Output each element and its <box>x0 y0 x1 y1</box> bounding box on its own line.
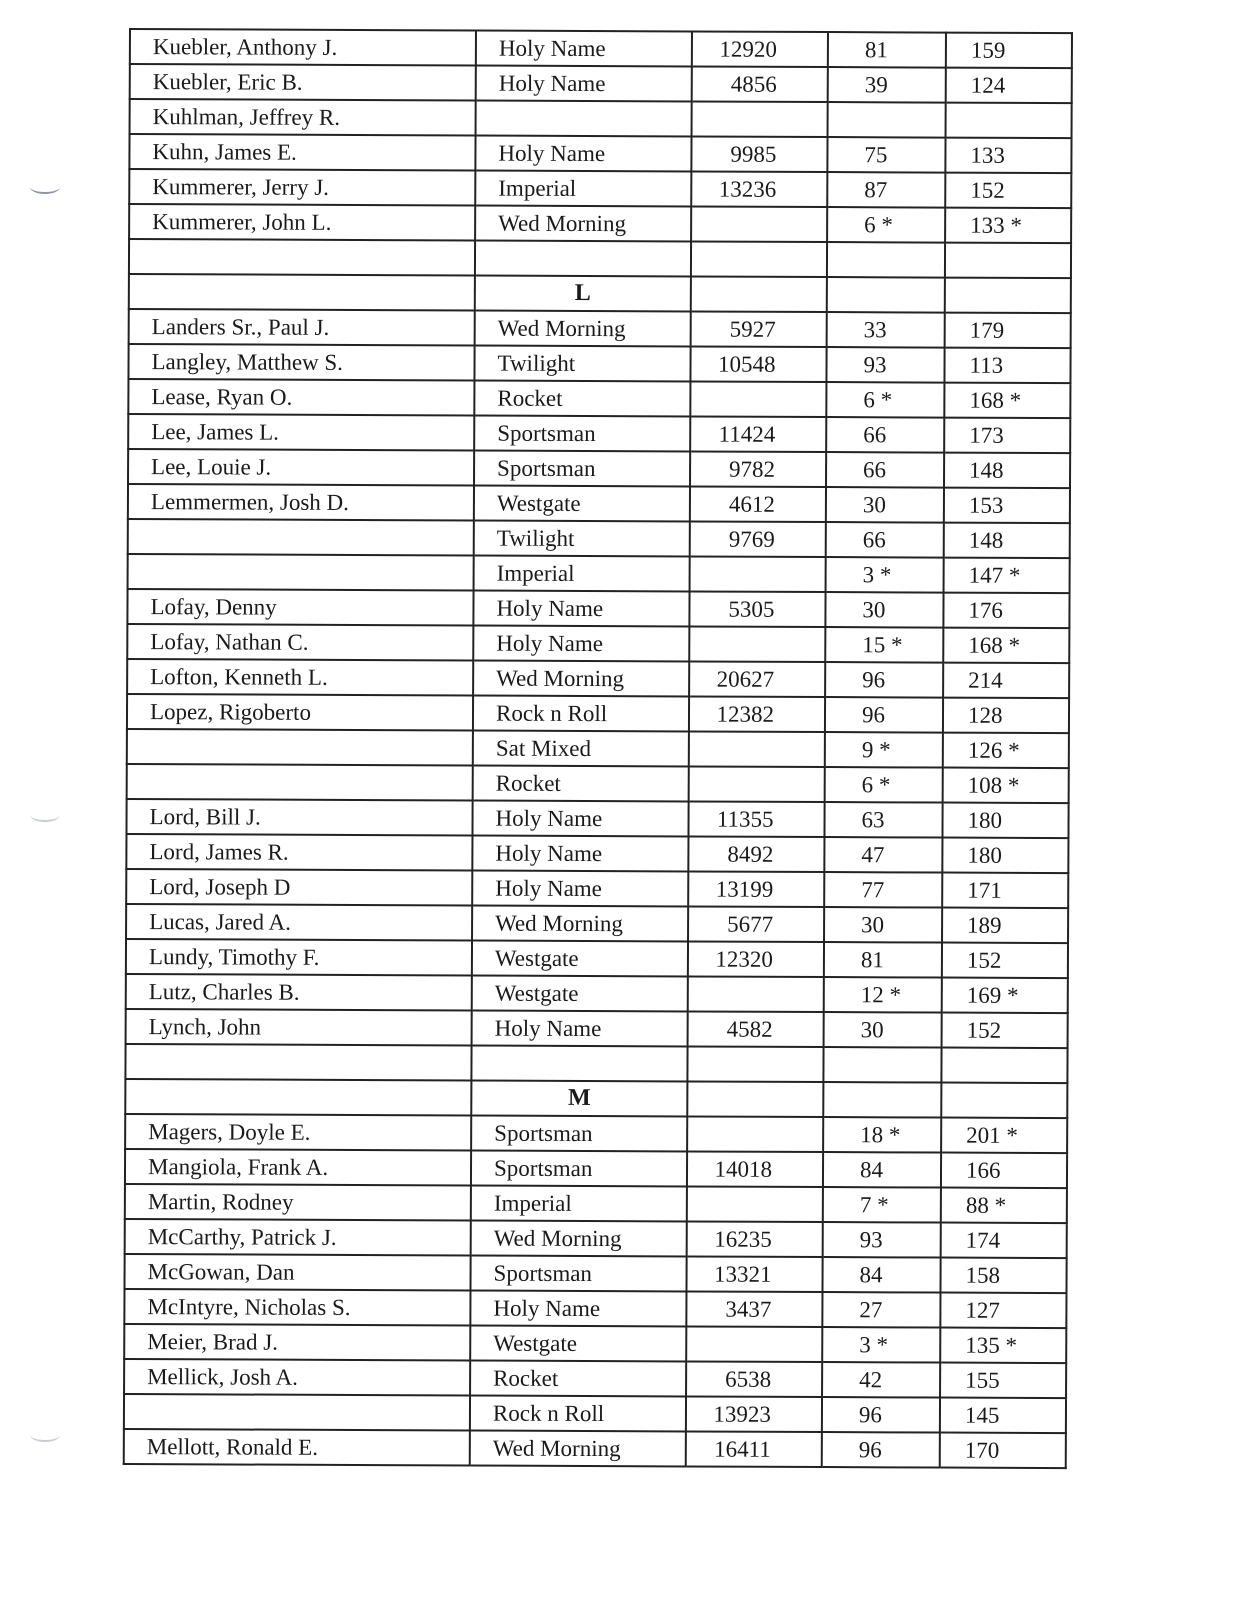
average-score-cell: 171 <box>942 873 1068 909</box>
games-bowled-cell: 30 <box>826 487 944 523</box>
table-row <box>127 624 1069 663</box>
league-name-cell: Sportsman <box>471 1151 687 1187</box>
table-row <box>128 519 1070 558</box>
average-score-cell: 153 <box>944 488 1070 524</box>
league-name-cell: Wed Morning <box>473 661 689 697</box>
roster-body <box>124 29 1072 1468</box>
average-score-cell <box>946 103 1072 139</box>
games-bowled-cell: 84 <box>823 1152 941 1188</box>
bowler-name-cell: Magers, Doyle E. <box>125 1114 471 1151</box>
bowler-name-cell: McCarthy, Patrick J. <box>125 1219 471 1256</box>
bowler-name-cell: Meier, Brad J. <box>124 1324 470 1361</box>
league-name-cell: Sat Mixed <box>473 731 689 767</box>
total-pins-cell: 12320 <box>688 941 824 977</box>
games-bowled-cell: 81 <box>828 32 946 68</box>
table-row <box>129 169 1071 208</box>
average-score-cell: 127 <box>940 1293 1066 1329</box>
average-score-cell: 148 <box>944 523 1070 559</box>
total-pins-cell: 9769 <box>690 521 826 557</box>
games-bowled-cell: 7 * <box>823 1187 941 1223</box>
total-pins-cell: 11355 <box>688 801 824 837</box>
league-name-cell: Twilight <box>474 521 690 557</box>
games-bowled-cell: 6 * <box>827 207 945 243</box>
league-name-cell: Sportsman <box>470 1256 686 1292</box>
table-row <box>127 659 1069 698</box>
average-score-cell: 158 <box>940 1258 1066 1294</box>
average-score-cell: 168 * <box>944 383 1070 419</box>
games-bowled-cell: 66 <box>826 452 944 488</box>
bowler-name-cell: Lord, Joseph D <box>126 869 472 906</box>
league-name-cell <box>476 101 692 137</box>
games-bowled-cell: 30 <box>824 907 942 943</box>
bowler-name-cell: Lynch, John <box>126 1009 472 1046</box>
table-row <box>126 869 1068 908</box>
empty-cell <box>475 241 691 277</box>
table-row <box>129 134 1071 173</box>
total-pins-cell: 8492 <box>688 836 824 872</box>
table-row <box>126 1009 1068 1048</box>
games-bowled-cell: 3 * <box>826 557 944 593</box>
bowler-name-cell: McGowan, Dan <box>124 1254 470 1291</box>
total-pins-cell: 16411 <box>686 1431 822 1467</box>
league-name-cell: Westgate <box>472 976 688 1012</box>
games-bowled-cell: 15 * <box>825 627 943 663</box>
games-bowled-cell: 27 <box>822 1292 940 1328</box>
games-bowled-cell: 6 * <box>826 382 944 418</box>
games-bowled-cell: 77 <box>824 872 942 908</box>
total-pins-cell: 10548 <box>690 346 826 382</box>
games-bowled-cell: 18 * <box>823 1117 941 1153</box>
total-pins-cell: 5677 <box>688 906 824 942</box>
empty-cell <box>129 274 475 311</box>
league-name-cell: Holy Name <box>475 136 691 172</box>
bowler-name-cell: Kuhlman, Jeffrey R. <box>130 99 476 136</box>
blank-spacer-row <box>125 1044 1067 1083</box>
games-bowled-cell: 96 <box>822 1397 940 1433</box>
bowler-name-cell <box>127 764 473 801</box>
bowler-name-cell: Kummerer, John L. <box>129 204 475 241</box>
bowler-name-cell: Lee, James L. <box>128 414 474 451</box>
bowler-roster-table <box>123 28 1073 1469</box>
games-bowled-cell: 6 * <box>825 767 943 803</box>
average-score-cell: 180 <box>942 803 1068 839</box>
total-pins-cell: 4856 <box>692 66 828 102</box>
total-pins-cell: 5927 <box>691 311 827 347</box>
league-name-cell: Wed Morning <box>470 1431 686 1467</box>
games-bowled-cell: 3 * <box>822 1327 940 1363</box>
league-name-cell: Imperial <box>474 556 690 592</box>
empty-cell <box>823 1082 941 1118</box>
league-name-cell: Sportsman <box>474 416 690 452</box>
total-pins-cell: 20627 <box>689 661 825 697</box>
punch-hole-mark <box>30 808 60 822</box>
games-bowled-cell: 96 <box>825 697 943 733</box>
table-row <box>126 974 1068 1013</box>
empty-cell <box>945 278 1071 314</box>
league-name-cell: Holy Name <box>473 591 689 627</box>
table-row <box>128 554 1070 593</box>
bowler-name-cell: Lundy, Timothy F. <box>126 939 472 976</box>
games-bowled-cell: 30 <box>825 592 943 628</box>
average-score-cell: 180 <box>942 838 1068 874</box>
empty-cell <box>941 1048 1067 1084</box>
table-row <box>125 1114 1067 1153</box>
average-score-cell: 133 * <box>945 208 1071 244</box>
table-row <box>130 99 1072 138</box>
average-score-cell: 152 <box>942 943 1068 979</box>
table-row <box>128 379 1070 418</box>
bowler-name-cell: Langley, Matthew S. <box>128 344 474 381</box>
table-row <box>124 1359 1066 1398</box>
empty-cell <box>827 277 945 313</box>
bowler-name-cell: Lucas, Jared A. <box>126 904 472 941</box>
table-row <box>125 1149 1067 1188</box>
total-pins-cell <box>691 206 827 242</box>
total-pins-cell <box>690 556 826 592</box>
games-bowled-cell: 47 <box>824 837 942 873</box>
average-score-cell: 152 <box>942 1013 1068 1049</box>
bowler-name-cell: Mellick, Josh A. <box>124 1359 470 1396</box>
games-bowled-cell: 42 <box>822 1362 940 1398</box>
average-score-cell: 124 <box>946 68 1072 104</box>
total-pins-cell: 6538 <box>686 1361 822 1397</box>
average-score-cell: 174 <box>941 1223 1067 1259</box>
empty-cell <box>687 1046 823 1082</box>
average-score-cell: 113 <box>944 348 1070 384</box>
table-row <box>126 834 1068 873</box>
total-pins-cell: 13236 <box>691 171 827 207</box>
bowler-name-cell: Landers Sr., Paul J. <box>129 309 475 346</box>
bowler-name-cell: McIntyre, Nicholas S. <box>124 1289 470 1326</box>
league-name-cell: Wed Morning <box>475 206 691 242</box>
total-pins-cell: 12920 <box>692 31 828 67</box>
games-bowled-cell: 96 <box>825 662 943 698</box>
league-name-cell: Rocket <box>473 766 689 802</box>
total-pins-cell: 4612 <box>690 486 826 522</box>
games-bowled-cell: 30 <box>824 1012 942 1048</box>
bowler-name-cell: Kuhn, James E. <box>129 134 475 171</box>
total-pins-cell <box>689 766 825 802</box>
games-bowled-cell: 87 <box>827 172 945 208</box>
league-name-cell: Holy Name <box>470 1291 686 1327</box>
average-score-cell: 145 <box>940 1398 1066 1434</box>
bowler-name-cell: Lee, Louie J. <box>128 449 474 486</box>
empty-cell <box>125 1044 471 1081</box>
section-letter-heading: L <box>475 276 691 312</box>
total-pins-cell: 13321 <box>686 1256 822 1292</box>
games-bowled-cell: 39 <box>828 67 946 103</box>
average-score-cell: 166 <box>941 1153 1067 1189</box>
league-name-cell: Wed Morning <box>472 906 688 942</box>
league-name-cell: Rock n Roll <box>473 696 689 732</box>
league-name-cell: Rock n Roll <box>470 1396 686 1432</box>
table-row <box>127 729 1069 768</box>
games-bowled-cell: 66 <box>826 522 944 558</box>
average-score-cell: 170 <box>940 1433 1066 1469</box>
league-name-cell: Westgate <box>470 1326 686 1362</box>
total-pins-cell: 9985 <box>691 136 827 172</box>
total-pins-cell <box>687 1186 823 1222</box>
games-bowled-cell: 75 <box>827 137 945 173</box>
total-pins-cell: 3437 <box>686 1291 822 1327</box>
punch-hole-mark <box>30 180 60 194</box>
empty-cell <box>687 1081 823 1117</box>
total-pins-cell: 11424 <box>690 416 826 452</box>
average-score-cell: 108 * <box>943 768 1069 804</box>
bowler-name-cell <box>128 554 474 591</box>
league-name-cell: Holy Name <box>476 31 692 67</box>
punch-hole-mark <box>30 1428 60 1442</box>
league-name-cell: Westgate <box>472 941 688 977</box>
section-letter-heading: M <box>471 1081 687 1117</box>
games-bowled-cell <box>828 102 946 138</box>
table-row <box>127 694 1069 733</box>
league-name-cell: Imperial <box>471 1186 687 1222</box>
empty-cell <box>691 241 827 277</box>
table-row <box>124 1429 1066 1468</box>
total-pins-cell <box>689 626 825 662</box>
table-row <box>130 29 1072 68</box>
total-pins-cell: 4582 <box>688 1011 824 1047</box>
average-score-cell: 214 <box>943 663 1069 699</box>
average-score-cell: 133 <box>945 138 1071 174</box>
league-name-cell: Holy Name <box>476 66 692 102</box>
league-name-cell: Westgate <box>474 486 690 522</box>
average-score-cell: 155 <box>940 1363 1066 1399</box>
games-bowled-cell: 33 <box>827 312 945 348</box>
total-pins-cell <box>692 101 828 137</box>
average-score-cell: 147 * <box>944 558 1070 594</box>
games-bowled-cell: 66 <box>826 417 944 453</box>
bowler-name-cell: Lofay, Nathan C. <box>127 624 473 661</box>
bowler-name-cell: Lofay, Denny <box>127 589 473 626</box>
bowler-name-cell: Lutz, Charles B. <box>126 974 472 1011</box>
empty-cell <box>945 243 1071 279</box>
average-score-cell: 126 * <box>943 733 1069 769</box>
letter-section-row <box>129 274 1071 313</box>
league-name-cell: Imperial <box>475 171 691 207</box>
table-row <box>128 414 1070 453</box>
table-row <box>126 799 1068 838</box>
average-score-cell: 189 <box>942 908 1068 944</box>
table-row <box>128 449 1070 488</box>
games-bowled-cell: 93 <box>823 1222 941 1258</box>
league-name-cell: Holy Name <box>472 871 688 907</box>
letter-section-row <box>125 1079 1067 1118</box>
bowler-name-cell <box>128 519 474 556</box>
blank-spacer-row <box>129 239 1071 278</box>
total-pins-cell: 5305 <box>689 591 825 627</box>
table-row <box>126 904 1068 943</box>
league-name-cell: Wed Morning <box>475 311 691 347</box>
games-bowled-cell: 93 <box>826 347 944 383</box>
table-row <box>128 484 1070 523</box>
bowler-name-cell: Martin, Rodney <box>125 1184 471 1221</box>
empty-cell <box>691 276 827 312</box>
bowler-name-cell: Mellott, Ronald E. <box>124 1429 470 1466</box>
table-row <box>124 1324 1066 1363</box>
bowler-name-cell: Lemmermen, Josh D. <box>128 484 474 521</box>
games-bowled-cell: 63 <box>824 802 942 838</box>
total-pins-cell: 9782 <box>690 451 826 487</box>
table-row <box>130 64 1072 103</box>
bowler-name-cell: Lopez, Rigoberto <box>127 694 473 731</box>
table-row <box>128 344 1070 383</box>
total-pins-cell <box>688 976 824 1012</box>
table-row <box>129 309 1071 348</box>
average-score-cell: 169 * <box>942 978 1068 1014</box>
bowler-name-cell: Mangiola, Frank A. <box>125 1149 471 1186</box>
league-name-cell: Holy Name <box>472 801 688 837</box>
league-name-cell: Rocket <box>474 381 690 417</box>
average-score-cell: 173 <box>944 418 1070 454</box>
table-row <box>124 1254 1066 1293</box>
empty-cell <box>125 1079 471 1116</box>
bowler-name-cell: Kuebler, Eric B. <box>130 64 476 101</box>
bowler-name-cell: Kummerer, Jerry J. <box>129 169 475 206</box>
bowler-name-cell: Lease, Ryan O. <box>128 379 474 416</box>
league-name-cell: Twilight <box>474 346 690 382</box>
bowler-name-cell: Lord, Bill J. <box>126 799 472 836</box>
table-row <box>124 1394 1066 1433</box>
empty-cell <box>941 1083 1067 1119</box>
games-bowled-cell: 96 <box>822 1432 940 1468</box>
league-name-cell: Wed Morning <box>471 1221 687 1257</box>
league-name-cell: Holy Name <box>472 1011 688 1047</box>
table-row <box>127 764 1069 803</box>
games-bowled-cell: 9 * <box>825 732 943 768</box>
games-bowled-cell: 81 <box>824 942 942 978</box>
league-name-cell: Sportsman <box>471 1116 687 1152</box>
average-score-cell: 152 <box>945 173 1071 209</box>
empty-cell <box>823 1047 941 1083</box>
average-score-cell: 179 <box>945 313 1071 349</box>
total-pins-cell: 13199 <box>688 871 824 907</box>
average-score-cell: 148 <box>944 453 1070 489</box>
table-row <box>126 939 1068 978</box>
total-pins-cell <box>687 1116 823 1152</box>
games-bowled-cell: 12 * <box>824 977 942 1013</box>
average-score-cell: 88 * <box>941 1188 1067 1224</box>
bowler-name-cell <box>127 729 473 766</box>
average-score-cell: 168 * <box>943 628 1069 664</box>
bowler-name-cell: Lord, James R. <box>126 834 472 871</box>
bowler-name-cell <box>124 1394 470 1431</box>
table-row <box>125 1184 1067 1223</box>
total-pins-cell: 12382 <box>689 696 825 732</box>
average-score-cell: 128 <box>943 698 1069 734</box>
league-name-cell: Holy Name <box>472 836 688 872</box>
table-row <box>124 1289 1066 1328</box>
total-pins-cell <box>690 381 826 417</box>
average-score-cell: 135 * <box>940 1328 1066 1364</box>
bowler-name-cell: Kuebler, Anthony J. <box>130 29 476 66</box>
empty-cell <box>827 242 945 278</box>
league-name-cell: Sportsman <box>474 451 690 487</box>
league-name-cell: Rocket <box>470 1361 686 1397</box>
table-row <box>125 1219 1067 1258</box>
total-pins-cell: 16235 <box>687 1221 823 1257</box>
average-score-cell: 201 * <box>941 1118 1067 1154</box>
bowler-name-cell: Lofton, Kenneth L. <box>127 659 473 696</box>
total-pins-cell: 14018 <box>687 1151 823 1187</box>
total-pins-cell: 13923 <box>686 1396 822 1432</box>
total-pins-cell <box>689 731 825 767</box>
table-row <box>127 589 1069 628</box>
table-row <box>129 204 1071 243</box>
average-score-cell: 159 <box>946 33 1072 69</box>
empty-cell <box>471 1046 687 1082</box>
average-score-cell: 176 <box>943 593 1069 629</box>
total-pins-cell <box>686 1326 822 1362</box>
empty-cell <box>129 239 475 276</box>
games-bowled-cell: 84 <box>822 1257 940 1293</box>
league-name-cell: Holy Name <box>473 626 689 662</box>
